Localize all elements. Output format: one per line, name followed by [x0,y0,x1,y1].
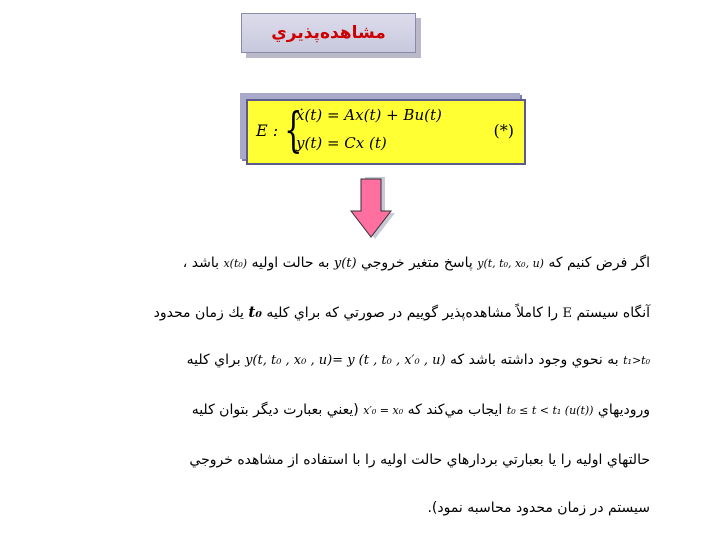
text: ايجاب مي‌كند كه [407,402,503,418]
math-output-response: y(t, t₀, x₀, u) [477,257,544,270]
equation-lhs: E : [256,121,279,140]
paragraph-line-4 [74,402,650,418]
state-equation-box [246,99,526,165]
text: (يعني بعبارت ديگر بتوان كليه [191,402,359,418]
paragraph-line-1 [74,255,650,271]
text: به نحوي وجود داشته باشد كه [450,352,619,368]
text: براي كليه [186,352,241,368]
text: را كاملاً مشاهده‌پذير گوييم در صورتي كه براي كليه [266,305,559,321]
text: حالتهاي اوليه را يا بعبارتي بردارهاي حالت اوليه را با استفاده از مشاهده خروجي [189,452,650,468]
paragraph-line-3 [74,352,650,368]
brace: { [284,102,303,158]
equation-tag: (*) [493,121,514,140]
text: يك زمان محدود [153,305,244,321]
math-initial-state: x(t₀) [223,257,248,270]
text: آنگاه سيستم [576,305,650,321]
title-text: مشاهده‌پذيري [271,23,386,43]
text: سيستم در زمان محدود محاسبه نمود). [427,500,650,516]
slide-title [241,13,416,53]
text: باشد ، [182,255,219,271]
text: پاسخ متغير خروجي [361,255,473,271]
paragraph-line-6 [74,500,650,516]
math-t0: t₀ [248,303,262,321]
text: وروديهاي [597,402,650,418]
equation-line-2: y(t) = Cx (t) [296,134,387,152]
math-system: E [562,306,572,321]
math-output: y(t) [333,256,357,271]
math-t1-gt-t0: t₁>t₀ [623,354,650,367]
math-initial-equality: x′₀ = x₀ [363,404,404,417]
down-arrow-icon [349,177,395,243]
text: اگر فرض كنيم كه [548,255,650,271]
equation-line-1: ẋ(t) = Ax(t) + Bu(t) [296,106,442,124]
math-time-interval: t₀ ≤ t < t₁ (u(t)) [506,404,594,417]
paragraph-line-2 [74,303,650,321]
math-output-equality: y(t, t₀ , x₀ , u)= y (t , t₀ , x′₀ , u) [245,353,446,368]
paragraph-line-5 [74,452,650,468]
text: به حالت اوليه [251,255,330,271]
